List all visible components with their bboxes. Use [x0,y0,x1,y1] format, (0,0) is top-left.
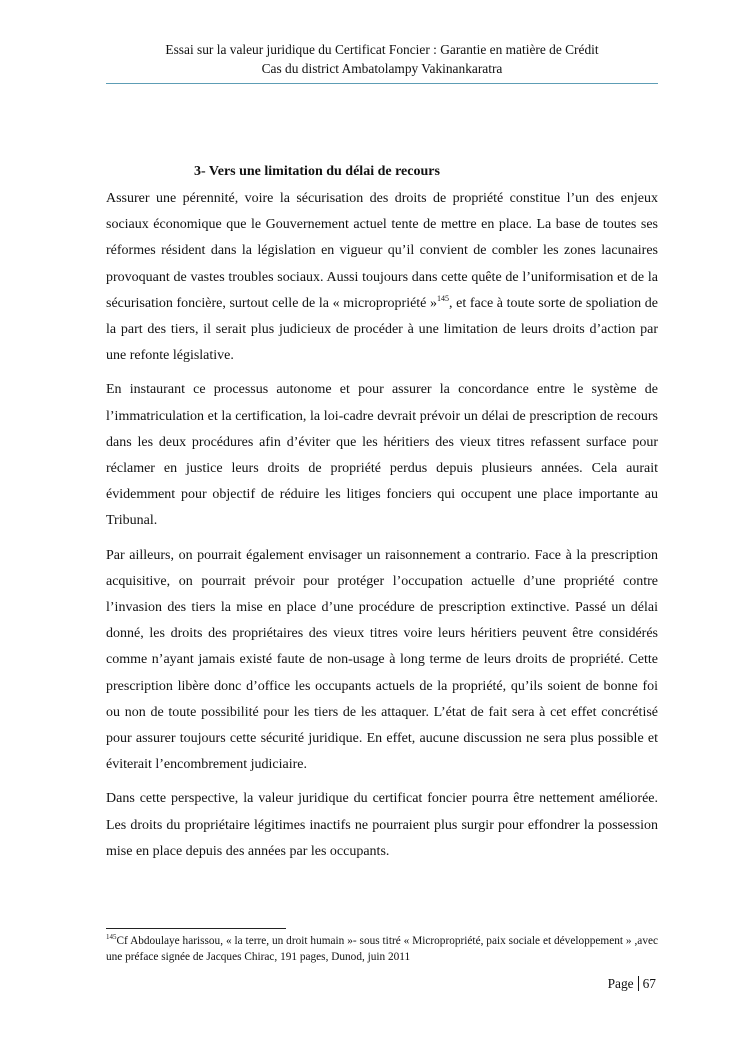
footnote-text: Cf Abdoulaye harissou, « la terre, un droit humain »- sous titré « Micropropriété, paix sociale et développement » ,avec une préface signée de Jacques Chirac, 191 pages, Dunod, juin 2011 [106,935,658,963]
page-label: Page [607,976,634,991]
paragraph-1-text-a: Assurer une pérennité, voire la sécurisation des droits de propriété constitue l’un des enjeux sociaux économique que le Gouvernement actuel tente de mettre en place. La base de toutes ses réformes résident dans la législation en vigueur qu’il convient de combler les zones lacunaires provoquant de vastes troubles sociaux. Aussi toujours dans cette quête de l’uniformisation et de la sécurisation foncière, surtout celle de la « micropropriété » [106,191,658,311]
body-text [106,186,658,873]
page-number-value: 67 [642,976,656,991]
section-heading: 3- Vers une limitation du délai de recours [194,164,440,179]
paragraph-4: Dans cette perspective, la valeur juridique du certificat foncier pourra être nettement améliorée. Les droits du propriétaire légitimes inactifs ne pourraient plus surgir pour effondrer la possession mise en place depuis des années par les occupants. [106,791,658,859]
paragraph-2: En instaurant ce processus autonome et pour assurer la concordance entre le système de l’immatriculation et la certification, la loi-cadre devrait prévoir un délai de prescription de recours dans les deux procédures afin d’éviter que les héritiers des vieux titres refassent surface pour réclamer en justice leurs droits de propriété perdus depuis plusieurs années. Cela aurait évidemment pour objectif de réduire les litiges fonciers qui occupent une place importante au Tribunal. [106,382,658,529]
paragraph-1-text-b: , et face à toute sorte de spoliation de la part des tiers, il serait plus judicieux de procéder à une limitation de leurs droits d’action par une refonte législative. [106,295,658,364]
page-number [608,975,656,993]
paragraph-1 [106,186,658,369]
header-title: Essai sur la valeur juridique du Certificat Foncier : Garantie en matière de Crédit [165,42,599,57]
paragraph-3: Par ailleurs, on pourrait également envisager un raisonnement a contrario. Face à la prescription acquisitive, on pourrait prévoir pour protéger l’occupation actuelle d’une propriété contre l’invasion des tiers la mise en place d’une procédure de prescription extinctive. Passé un délai donné, les droits des propriétaires des vieux titres voire leurs héritiers peuvent être considérés comme n’ayant jamais existé faute de non-usage à long terme de leurs droits de propriété. Cette prescription libère donc d’office les occupants actuels de la propriété, qu’ils soient de bonne foi ou non de toute possibilité pour les tiers de les attaquer. L’état de fait sera à cet effet concrétisé pour assurer toujours cette sécurité juridique. En effet, aucune discussion ne sera plus possible et éviterait l’encombrement judiciaire. [106,547,658,773]
footnote [106,934,658,965]
footnote-reference[interactable]: 145 [437,293,450,303]
header-divider [106,83,658,84]
footnote-divider [106,928,286,929]
page-separator [638,976,639,991]
running-header [106,40,658,78]
header-subtitle: Cas du district Ambatolampy Vakinankaratra [261,61,503,76]
footnote-number: 145 [106,933,117,941]
